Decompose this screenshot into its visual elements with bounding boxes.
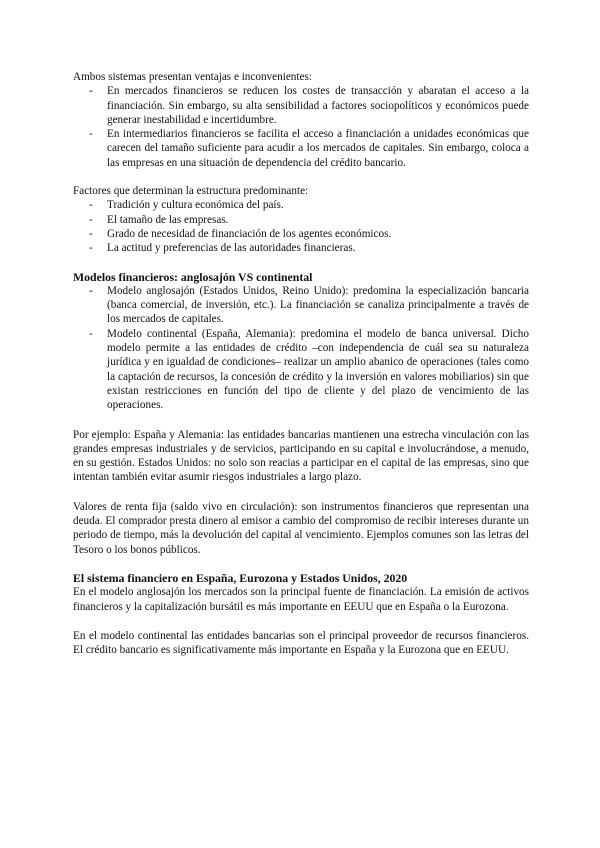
list-item xyxy=(73,227,529,241)
list-dash: - xyxy=(89,128,93,141)
list-dash: - xyxy=(89,284,93,297)
factores-text: Factores que determinan la estructura predominante: xyxy=(73,185,309,198)
list-item xyxy=(73,241,529,255)
list-item-text: Modelo continental (España, Alemania): predomina el modelo de banca universal. Dicho modelo permite a las entidades de crédito –con independencia de cuál sea su naturaleza jurídica y en igualdad de condiciones– realizar un amplio abanico de operaciones (tales como la captación de recursos, la concesión de crédito y la inversión en valores mobiliarios) sin que existan restricciones en función del tipo de cliente y del plazo de vencimiento de las operaciones. xyxy=(107,327,529,412)
modelos-list xyxy=(73,284,529,413)
list-dash: - xyxy=(89,85,93,98)
modelos-heading: Modelos financieros: anglosajón VS continental xyxy=(73,269,313,284)
ejemplo-paragraph: Por ejemplo: España y Alemania: las entidades bancarias mantienen una estrecha vinculación con las grandes empresas industriales y de servicios, participando en su capital e involucrándose, a menudo, en su gestión. Estados Unidos: no solo son reacias a participar en el capital de las empresas, sino que intentan también evitar asumir riesgos industriales a largo plazo. xyxy=(73,428,529,484)
list-item xyxy=(73,198,529,212)
document-page xyxy=(73,70,529,657)
list-item-text: La actitud y preferencias de las autoridades financieras. xyxy=(107,242,356,255)
list-dash: - xyxy=(89,327,93,340)
list-item-text: En mercados financieros se reducen los costes de transacción y abaratan el acceso a la financiación. Sin embargo, su alta sensibilidad a factores sociopolíticos y económicos puede generar inestabilidad e incertidumbre. xyxy=(107,85,529,126)
list-item-text: En intermediarios financieros se facilita el acceso a financiación a unidades económicas que carecen del tamaño suficiente para acudir a los mercados de capitales. Sin embargo, coloca a las empresas en una situación de dependencia del crédito bancario. xyxy=(107,128,529,169)
ventajas-list xyxy=(73,84,529,170)
sistema-heading: El sistema financiero en España, Eurozona y Estados Unidos, 2020 xyxy=(73,570,408,585)
list-item xyxy=(73,84,529,127)
factores-list xyxy=(73,198,529,255)
sistema-paragraph-1: En el modelo anglosajón los mercados son la principal fuente de financiación. La emisión de activos financieros y la capitalización bursátil es más importante en EEUU que en España o la Eurozona. xyxy=(73,586,529,613)
list-item-text: Modelo anglosajón (Estados Unidos, Reino Unido): predomina la especialización bancaria (banca comercial, de inversión, etc.). La financiación se canaliza principalmente a través de los mercados de capitales. xyxy=(107,284,529,326)
list-dash: - xyxy=(89,199,93,212)
intro-text: Ambos sistemas presentan ventajas e inconvenientes: xyxy=(73,71,312,83)
list-dash: - xyxy=(89,213,93,226)
list-item xyxy=(73,327,529,413)
list-item xyxy=(73,213,529,227)
list-item-text: Grado de necesidad de financiación de los agentes económicos. xyxy=(107,227,392,240)
renta-fija-paragraph: Valores de renta fija (saldo vivo en circulación): son instrumentos financieros que representan una deuda. El comprador presta dinero al emisor a cambio del compromiso de recibir intereses durante un periodo de tiempo, más la devolución del capital al vencimiento. Ejemplos comunes son las letras del Tesoro o los bonos públicos. xyxy=(73,500,529,556)
list-item xyxy=(73,284,529,327)
list-item xyxy=(73,127,529,170)
list-item-text: Tradición y cultura económica del país. xyxy=(107,199,284,212)
list-dash: - xyxy=(89,242,93,255)
sistema-paragraph-2: En el modelo continental las entidades bancarias son el principal proveedor de recursos financieros. El crédito bancario es significativamente más importante en España y la Eurozona que en EEUU. xyxy=(73,629,529,657)
list-dash: - xyxy=(89,227,93,240)
list-item-text: El tamaño de las empresas. xyxy=(107,213,229,226)
